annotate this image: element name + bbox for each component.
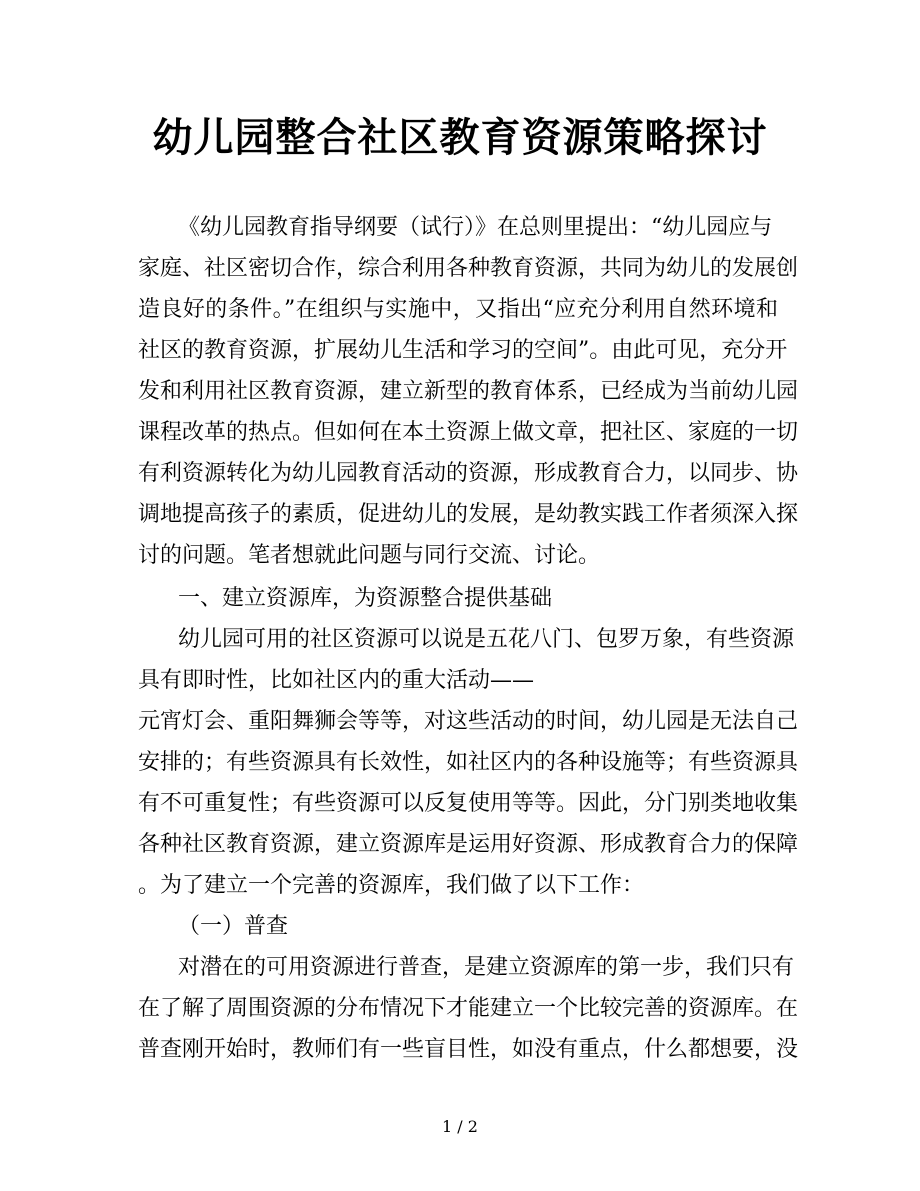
paragraph-line: 各种社区教育资源，建立资源库是运用好资源、形成教育合力的保障 — [138, 832, 799, 857]
page-number: 1 / 2 — [442, 1117, 478, 1136]
paragraph-line: 家庭、社区密切合作，综合利用各种教育资源，共同为幼儿的发展创 — [138, 256, 799, 281]
paragraph-line: 讨的问题。笔者想就此问题与同行交流、讨论。 — [138, 543, 601, 568]
paragraph-line: 对潜在的可用资源进行普查，是建立资源库的第一步，我们只有 — [178, 955, 795, 980]
paragraph-line: 普查刚开始时，教师们有一些盲目性，如没有重点，什么都想要，没 — [138, 1037, 799, 1062]
paragraph-line: 造良好的条件。”在组织与实施中，又指出“应充分利用自然环境和 — [138, 297, 778, 322]
paragraph-line: 《幼儿园教育指导纲要（试行）》在总则里提出：“幼儿园应与 — [178, 215, 773, 240]
paragraph-line: 具有即时性，比如社区内的重大活动—— — [138, 668, 535, 693]
paragraph-line: 社区的教育资源，扩展幼儿生活和学习的空间”。由此可见，充分开 — [138, 338, 788, 363]
paragraph-line: 有利资源转化为幼儿园教育活动的资源，形成教育合力，以同步、协 — [138, 461, 799, 486]
subsection-heading: （一）普查 — [178, 914, 289, 939]
page-title: 幼儿园整合社区教育资源策略探讨 — [152, 114, 768, 161]
paragraph-line: 发和利用社区教育资源，建立新型的教育体系，已经成为当前幼儿园 — [138, 379, 799, 404]
paragraph-line: 课程改革的热点。但如何在本土资源上做文章，把社区、家庭的一切 — [138, 420, 799, 445]
paragraph-line: 在了解了周围资源的分布情况下才能建立一个比较完善的资源库。在 — [138, 996, 799, 1021]
paragraph-line: 。为了建立一个完善的资源库，我们做了以下工作： — [138, 873, 645, 898]
paragraph-line: 元宵灯会、重阳舞狮会等等，对这些活动的时间，幼儿园是无法自己 — [138, 709, 799, 734]
paragraph-line: 有不可重复性；有些资源可以反复使用等等。因此，分门别类地收集 — [138, 791, 799, 816]
paragraph-line: 调地提高孩子的素质，促进幼儿的发展，是幼教实践工作者须深入探 — [138, 502, 799, 527]
paragraph-line: 幼儿园可用的社区资源可以说是五花八门、包罗万象，有些资源 — [178, 627, 795, 652]
section-heading: 一、建立资源库，为资源整合提供基础 — [178, 586, 553, 611]
paragraph-line: 安排的；有些资源具有长效性，如社区内的各种设施等；有些资源具 — [138, 750, 799, 775]
